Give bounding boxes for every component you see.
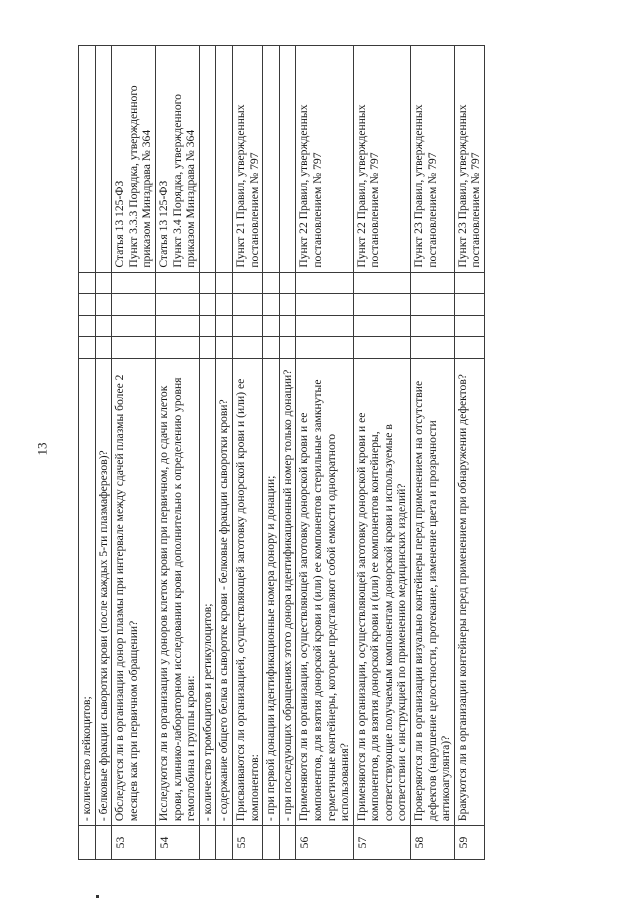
answer-mark-cell <box>411 294 455 316</box>
question-cell: Применяются ли в организации, осуществляющей заготовку донорской крови и ее компонентов, для взятия донорской крови и (или) ее компонентов контейнеры, соответствующие получаемым компонентам донорской крови и используемые в соответствии с инструкцией по применению медицинских изделий? <box>353 358 410 825</box>
answer-mark-cell <box>199 272 216 294</box>
row-number-cell: 59 <box>454 826 484 860</box>
row-number-cell: 53 <box>112 826 156 860</box>
answer-mark-cell <box>112 272 156 294</box>
row-number-cell: 55 <box>232 826 262 860</box>
answer-mark-cell <box>232 337 262 359</box>
rotated-page-content <box>78 45 623 860</box>
answer-mark-cell <box>155 294 199 316</box>
row-number-cell <box>279 826 296 860</box>
row-number-cell: 57 <box>353 826 410 860</box>
legal-reference-cell <box>95 46 112 273</box>
table-row <box>279 46 296 860</box>
answer-mark-cell <box>411 315 455 337</box>
answer-mark-cell <box>263 294 280 316</box>
answer-mark-cell <box>411 272 455 294</box>
answer-mark-cell <box>454 337 484 359</box>
row-number-cell <box>79 826 96 860</box>
question-cell: Применяются ли в организации, осуществляющей заготовку донорской крови и ее компонентов, для взятия донорской крови и (или) ее компонентов стерильные замкнутые герметичные контейнеры, которые представляют собой емкости однократного использования? <box>296 358 353 825</box>
answer-mark-cell <box>112 315 156 337</box>
question-cell: Присваиваются ли организацией, осуществляющей заготовку донорской крови и (или) ее компонентов: <box>232 358 262 825</box>
answer-mark-cell <box>79 272 96 294</box>
answer-mark-cell <box>353 337 410 359</box>
answer-mark-cell <box>296 272 353 294</box>
table-row <box>232 46 262 860</box>
answer-mark-cell <box>95 272 112 294</box>
answer-mark-cell <box>95 294 112 316</box>
answer-mark-cell <box>95 337 112 359</box>
answer-mark-cell <box>296 337 353 359</box>
row-number-cell: 58 <box>411 826 455 860</box>
row-number-cell <box>199 826 216 860</box>
row-number-cell: 56 <box>296 826 353 860</box>
inspection-checklist-table <box>78 45 485 860</box>
question-cell: - при последующих обращениях этого донора идентификационный номер только донации? <box>279 358 296 825</box>
answer-mark-cell <box>353 272 410 294</box>
question-cell: Проверяются ли в организации визуально контейнеры перед применением на отсутствие дефектов (нарушение целостности, протекание, изменение цвета и прозрачности антикоагулянта)? <box>411 358 455 825</box>
table-row <box>454 46 484 860</box>
question-cell: - количество лейкоцитов; <box>79 358 96 825</box>
answer-mark-cell <box>279 272 296 294</box>
answer-mark-cell <box>199 294 216 316</box>
table-row <box>216 46 233 860</box>
answer-mark-cell <box>216 294 233 316</box>
legal-reference-cell <box>199 46 216 273</box>
table-row <box>353 46 410 860</box>
answer-mark-cell <box>232 315 262 337</box>
answer-mark-cell <box>112 294 156 316</box>
scan-mark <box>96 895 99 898</box>
answer-mark-cell <box>279 294 296 316</box>
answer-mark-cell <box>216 272 233 294</box>
answer-mark-cell <box>353 294 410 316</box>
legal-reference-cell: Пункт 22 Правил, утвержденных постановлением № 797 <box>296 46 353 273</box>
answer-mark-cell <box>216 337 233 359</box>
row-number-cell <box>263 826 280 860</box>
question-cell: - количество тромбоцитов и ретикулоцитов; <box>199 358 216 825</box>
question-cell: Обследуется ли в организации донор плазмы при интервале между сдачей плазмы более 2 месяцев как при первичном обращении? <box>112 358 156 825</box>
answer-mark-cell <box>199 315 216 337</box>
legal-reference-cell: Пункт 22 Правил, утвержденных постановлением № 797 <box>353 46 410 273</box>
answer-mark-cell <box>112 337 156 359</box>
table-row <box>263 46 280 860</box>
answer-mark-cell <box>79 315 96 337</box>
row-number-cell <box>216 826 233 860</box>
legal-reference-cell: Статья 13 125-ФЗ Пункт 3.4 Порядка, утвержденного приказом Минздрава № 364 <box>155 46 199 273</box>
table-row <box>411 46 455 860</box>
table-row <box>155 46 199 860</box>
table-row <box>95 46 112 860</box>
question-cell: Исследуются ли в организации у доноров клеток крови при первичном, до сдачи клеток крови, клинико-лабораторном исследовании крови дополнительно к определению уровня гемоглобина и группы крови: <box>155 358 199 825</box>
answer-mark-cell <box>279 315 296 337</box>
legal-reference-cell: Пункт 23 Правил, утвержденных постановлением № 797 <box>411 46 455 273</box>
answer-mark-cell <box>353 315 410 337</box>
answer-mark-cell <box>79 337 96 359</box>
answer-mark-cell <box>155 272 199 294</box>
answer-mark-cell <box>296 294 353 316</box>
question-cell: - содержание общего белка в сыворотке крови - белковые фракции сыворотки крови? <box>216 358 233 825</box>
table-row <box>112 46 156 860</box>
row-number-cell <box>95 826 112 860</box>
legal-reference-cell <box>79 46 96 273</box>
question-cell: Бракуются ли в организации контейнеры перед применением при обнаружении дефектов? <box>454 358 484 825</box>
answer-mark-cell <box>79 294 96 316</box>
table-row <box>296 46 353 860</box>
question-cell: - при первой донации идентификационные номера донору и донации; <box>263 358 280 825</box>
table-row <box>79 46 96 860</box>
row-number-cell: 54 <box>155 826 199 860</box>
legal-reference-cell: Статья 13 125-ФЗ Пункт 3.3.3 Порядка, утвержденного приказом Минздрава № 364 <box>112 46 156 273</box>
page-number: 13 <box>34 442 50 456</box>
legal-reference-cell <box>216 46 233 273</box>
answer-mark-cell <box>155 337 199 359</box>
legal-reference-cell: Пункт 21 Правил, утвержденных постановлением № 797 <box>232 46 262 273</box>
answer-mark-cell <box>454 294 484 316</box>
answer-mark-cell <box>411 337 455 359</box>
table-row <box>199 46 216 860</box>
question-cell: - белковые фракции сыворотки крови (после каждых 5-ти плазмаферезов)? <box>95 358 112 825</box>
answer-mark-cell <box>216 315 233 337</box>
answer-mark-cell <box>263 272 280 294</box>
answer-mark-cell <box>95 315 112 337</box>
legal-reference-cell: Пункт 23 Правил, утвержденных постановлением № 797 <box>454 46 484 273</box>
answer-mark-cell <box>263 337 280 359</box>
answer-mark-cell <box>296 315 353 337</box>
answer-mark-cell <box>263 315 280 337</box>
answer-mark-cell <box>454 272 484 294</box>
answer-mark-cell <box>279 337 296 359</box>
answer-mark-cell <box>454 315 484 337</box>
legal-reference-cell <box>279 46 296 273</box>
answer-mark-cell <box>232 272 262 294</box>
answer-mark-cell <box>199 337 216 359</box>
legal-reference-cell <box>263 46 280 273</box>
answer-mark-cell <box>232 294 262 316</box>
answer-mark-cell <box>155 315 199 337</box>
